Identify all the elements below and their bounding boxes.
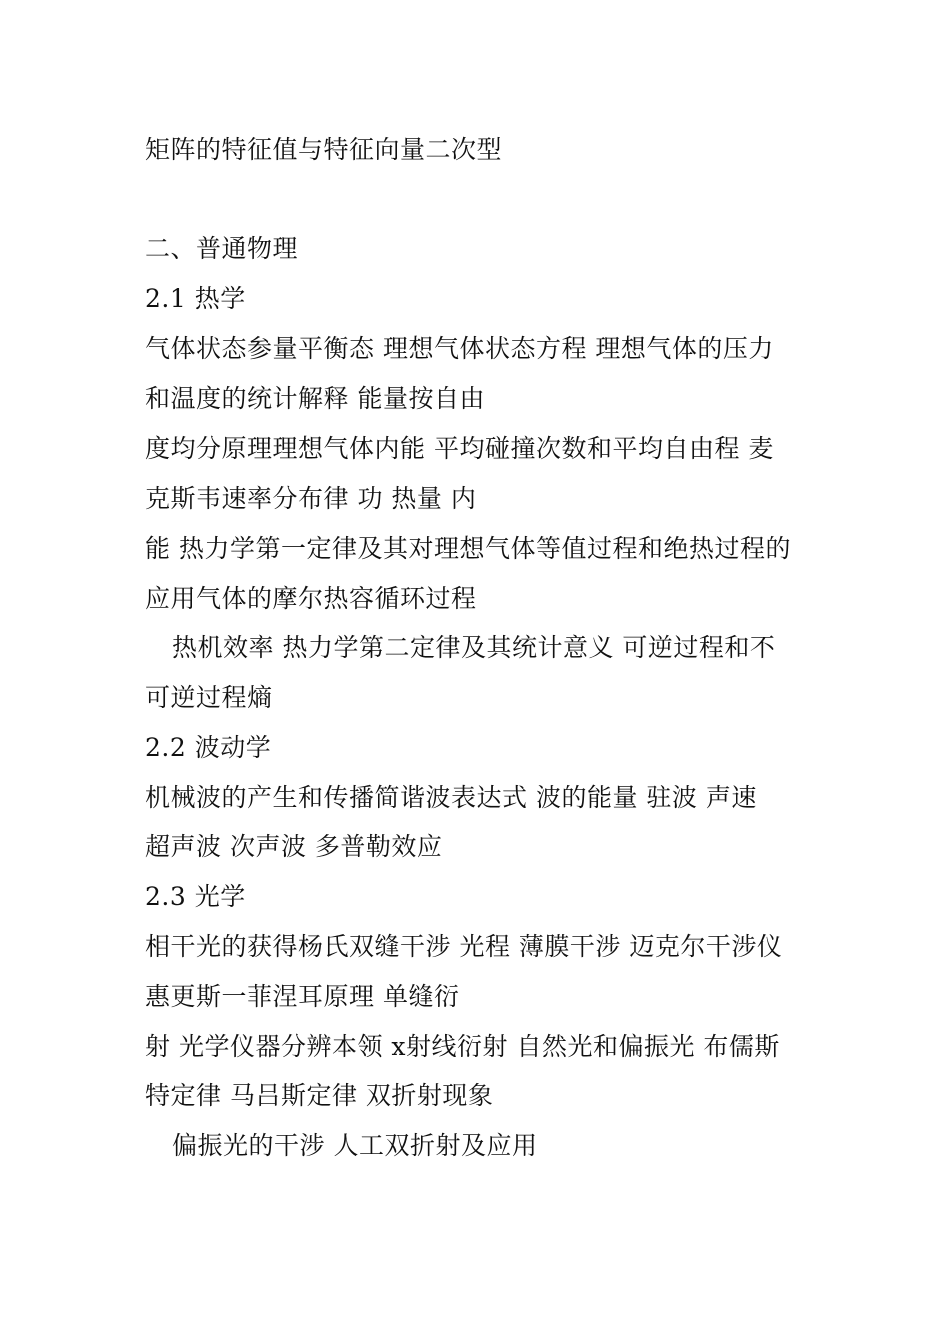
text-line: 能 热力学第一定律及其对理想气体等值过程和绝热过程的 <box>145 534 791 563</box>
subsection-heading-thermodynamics: 2.1 热学 <box>145 284 246 313</box>
section-heading-general-physics: 二、普通物理 <box>145 234 299 263</box>
heading-linear-algebra-topics: 矩阵的特征值与特征向量二次型 <box>145 135 503 164</box>
text-line: 热机效率 热力学第二定律及其统计意义 可逆过程和不 <box>172 633 776 662</box>
text-line: 惠更斯一菲涅耳原理 单缝衍 <box>145 982 460 1011</box>
text-line: 相干光的获得杨氏双缝干涉 光程 薄膜干涉 迈克尔干涉仪 <box>145 932 783 961</box>
text-line: 气体状态参量平衡态 理想气体状态方程 理想气体的压力 <box>145 334 774 363</box>
subsection-heading-optics: 2.3 光学 <box>145 882 246 911</box>
text-line: 和温度的统计解释 能量按自由 <box>145 384 485 413</box>
text-line: 应用气体的摩尔热容循环过程 <box>145 584 477 613</box>
text-line: 可逆过程熵 <box>145 683 273 712</box>
text-line: 度均分原理理想气体内能 平均碰撞次数和平均自由程 麦 <box>145 434 774 463</box>
subsection-heading-waves: 2.2 波动学 <box>145 733 272 762</box>
text-line: 超声波 次声波 多普勒效应 <box>145 832 443 861</box>
text-line: 机械波的产生和传播简谐波表达式 波的能量 驻波 声速 <box>145 783 757 812</box>
text-line: 射 光学仪器分辨本领 x射线衍射 自然光和偏振光 布儒斯 <box>145 1032 780 1061</box>
text-line: 特定律 马吕斯定律 双折射现象 <box>145 1081 494 1110</box>
text-line: 偏振光的干涉 人工双折射及应用 <box>172 1131 538 1160</box>
text-line: 克斯韦速率分布律 功 热量 内 <box>145 484 477 513</box>
